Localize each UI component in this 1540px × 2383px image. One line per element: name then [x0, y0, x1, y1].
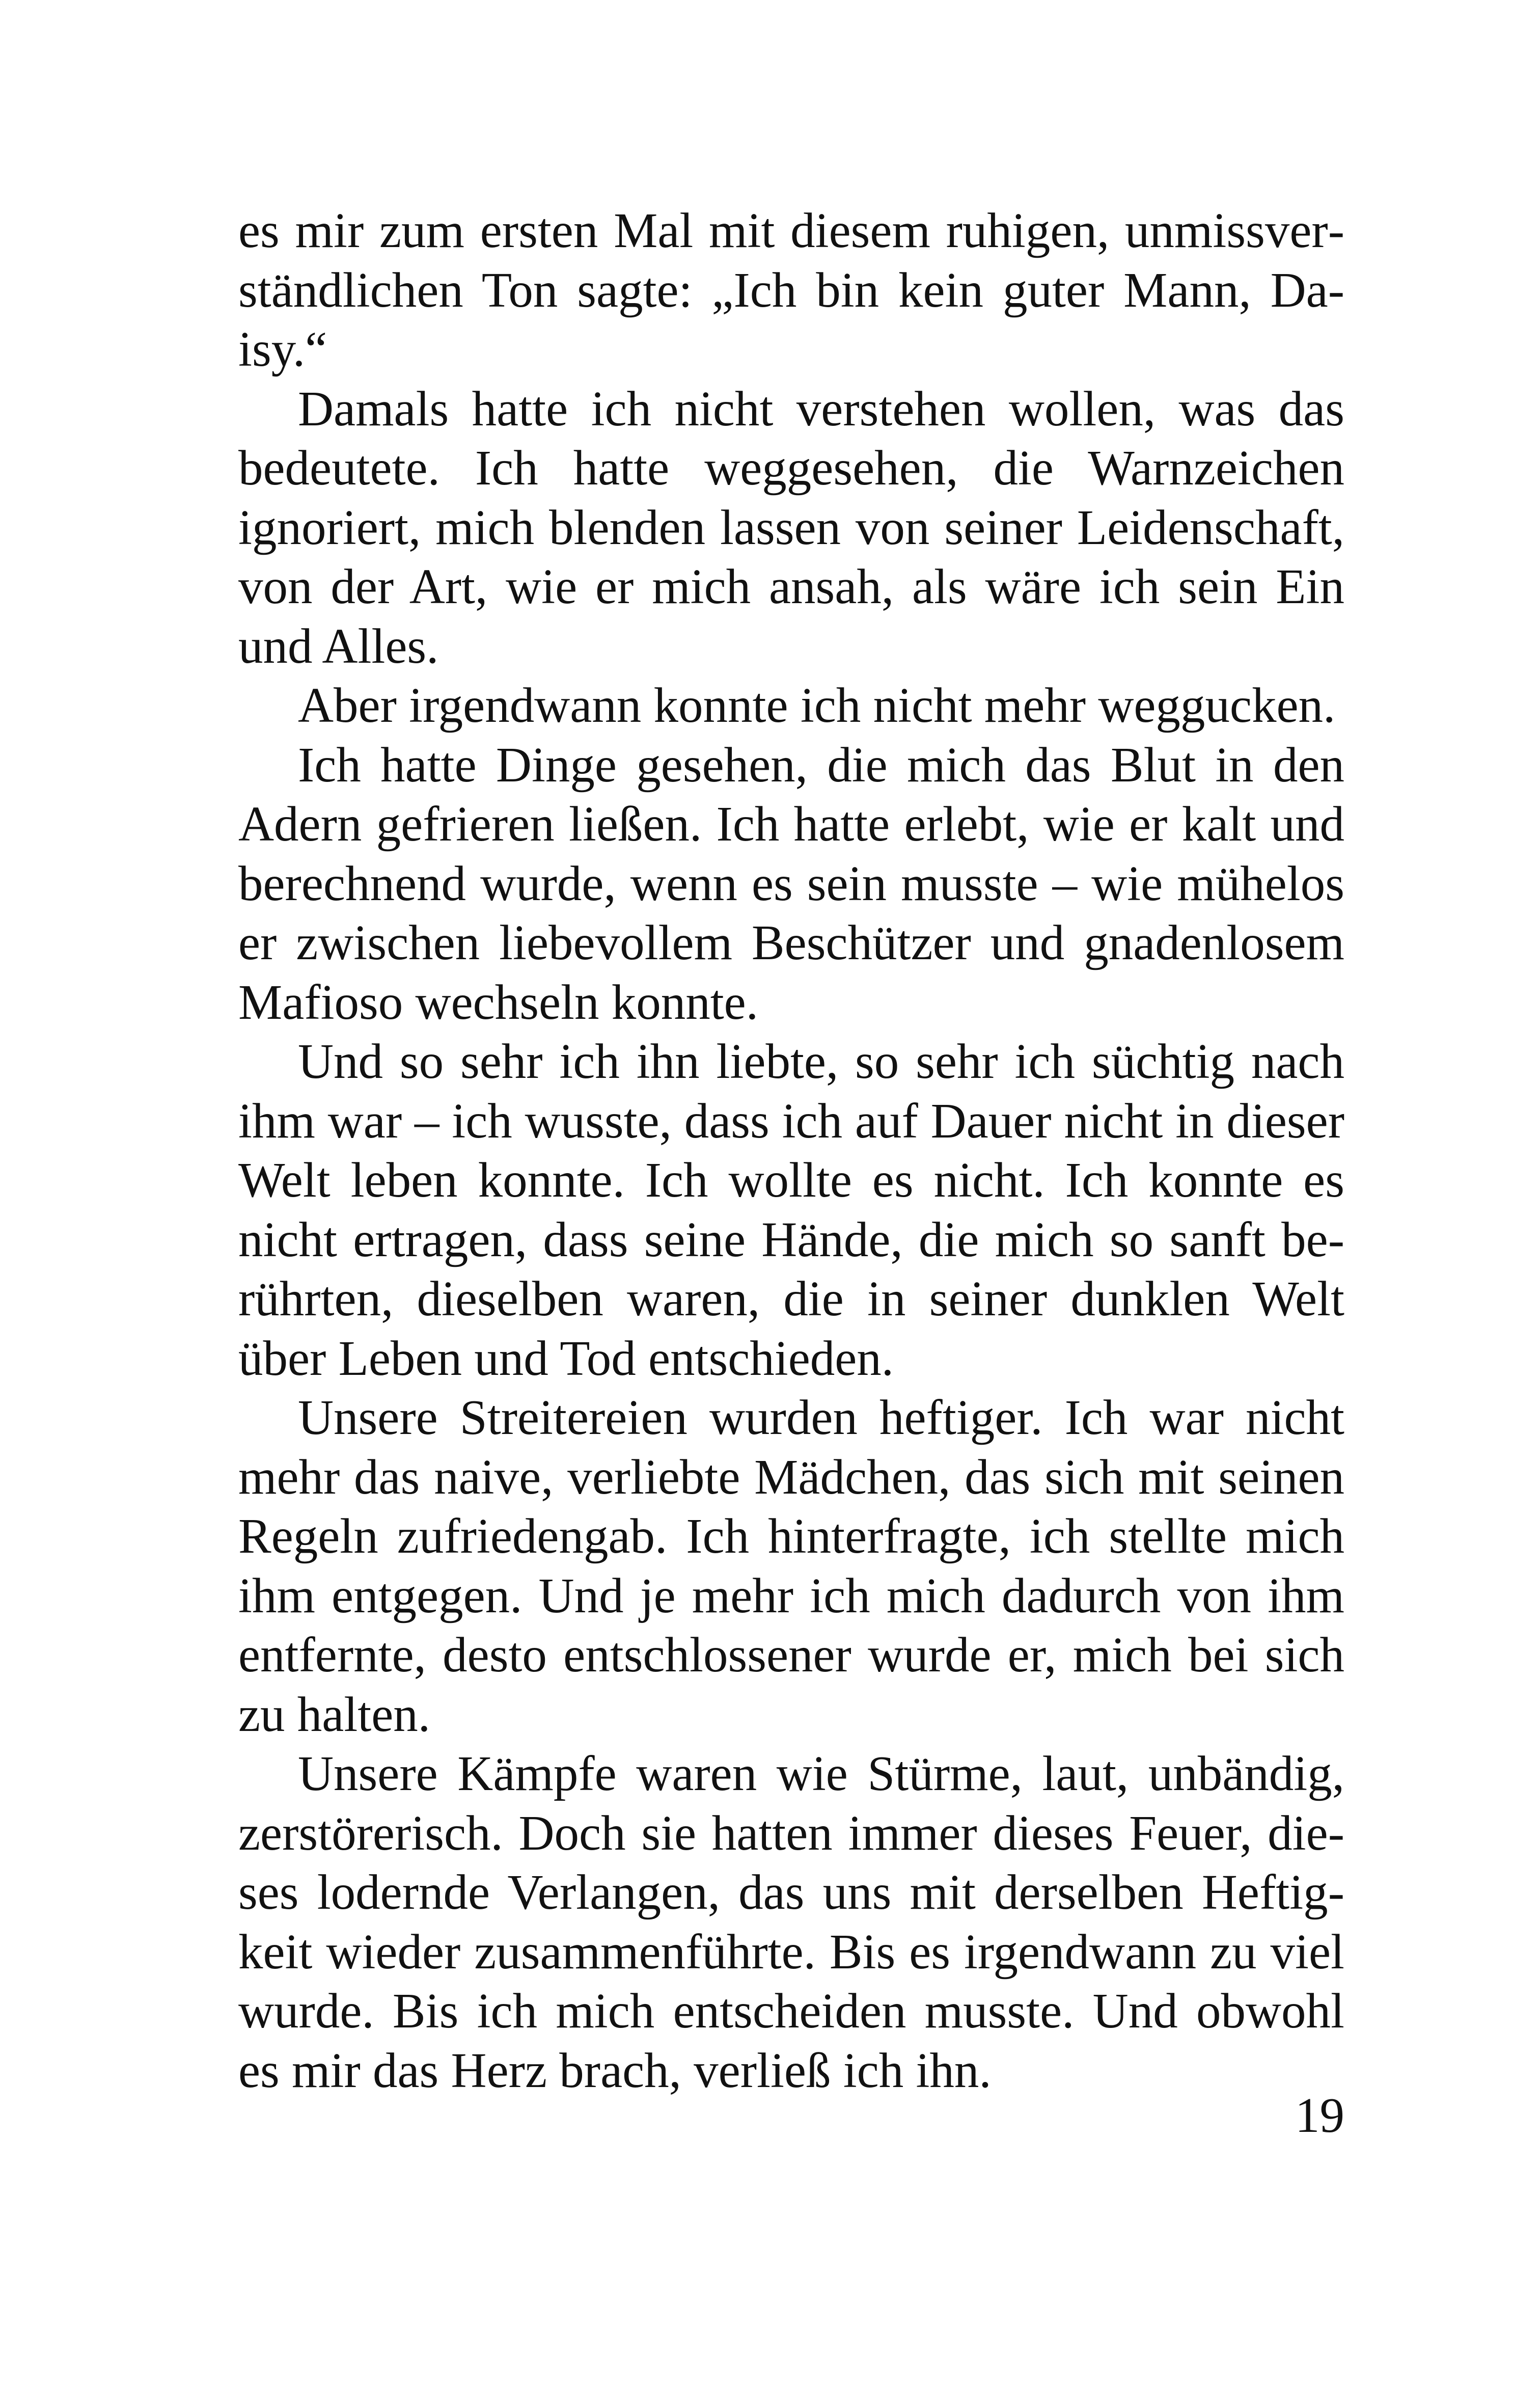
paragraph-2: Damals hatte ich nicht verstehen wollen, was das bedeutete. Ich hatte weggesehen, die Warnzeichen ignoriert, mich blenden lassen von seiner Leidenschaft, von der Art, wie er mich ansah, als wäre ich sein Ein und Alles. [238, 381, 1344, 673]
paragraph-6: Unsere Streitereien wurden heftiger. Ich war nicht mehr das naive, verliebte Mädchen, das sich mit seinen Regeln zufriedengab. Ich hinterfragte, ich stellte mich ihm entgegen. Und je mehr ich mich dadurch von ihm entfernte, desto entschlossener wurde er, mich bei sich zu halten. [238, 1390, 1344, 1742]
page-number: 19 [1295, 2088, 1344, 2143]
paragraph-1: es mir zum ersten Mal mit diesem ruhigen, unmissverständlichen Ton sagte: „Ich bin kein guter Mann, Daisy.“ [238, 203, 1344, 376]
paragraph-4: Ich hatte Dinge gesehen, die mich das Blut in den Adern gefrieren ließen. Ich hatte erlebt, wie er kalt und berechnend wurde, wenn es sein musste – wie mühelos er zwischen liebevollem Beschützer und gnadenlosem Mafioso wechseln konnte. [238, 737, 1344, 1030]
paragraph-5: Und so sehr ich ihn liebte, so sehr ich süchtig nach ihm war – ich wusste, dass ich auf Dauer nicht in dieser Welt leben konnte. Ich wollte es nicht. Ich konnte es nicht ertragen, dass seine Hände, die mich so sanft berührten, dieselben waren, die in seiner dunklen Welt über Leben und Tod entschieden. [238, 1034, 1344, 1386]
body-text [238, 201, 1344, 2100]
paragraph-7: Unsere Kämpfe waren wie Stürme, laut, unbändig, zerstörerisch. Doch sie hatten immer dieses Feuer, dieses lodernde Verlangen, das uns mit derselben Heftigkeit wieder zusammenführte. Bis es irgendwann zu viel wurde. Bis ich mich entscheiden musste. Und obwohl es mir das Herz brach, verließ ich ihn. [238, 1746, 1344, 2098]
paragraph-3: Aber irgendwann konnte ich nicht mehr weggucken. [298, 678, 1336, 733]
